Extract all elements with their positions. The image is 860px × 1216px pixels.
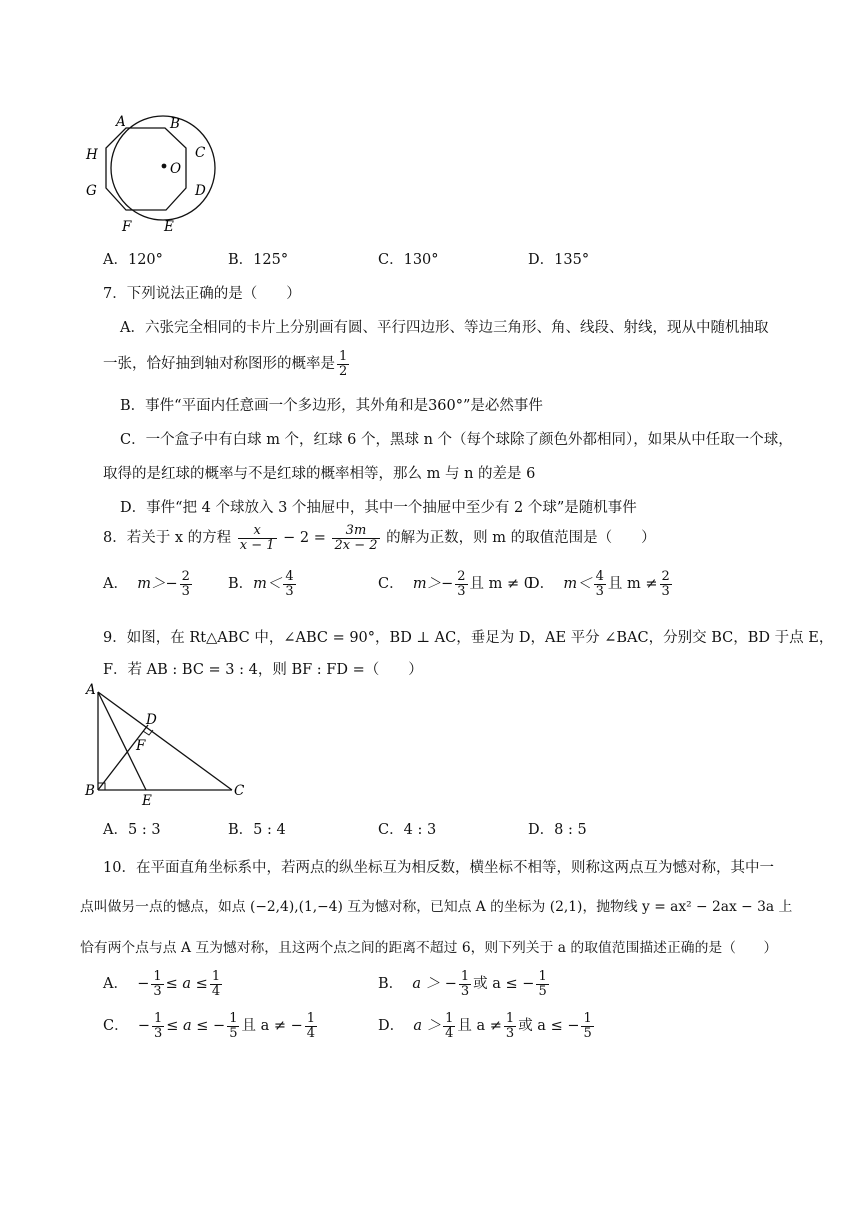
center-point [162,164,167,169]
label-A: A [86,682,96,698]
label-H: H [86,147,98,163]
label-B: B [85,783,95,799]
label-F: F [136,738,146,754]
q10-stem-line3: 恰有两个点与点 A 互为憾对称，且这两个点之间的距离不超过 6，则下列关于 a 的取值范围描述正确的是（ ） [80,940,778,956]
q6-option-c: C．130° [378,252,439,268]
q10-option-b: B． a ＞ − $\frac{1}{3}$ 或 a ≤ − $\frac{1}{5}$ [378,969,547,999]
q6-option-b: B．125° [228,252,289,268]
q8-option-a: A． m＞− $\frac{2}{3}$ [103,569,190,599]
label-C: C [195,145,206,161]
q10-option-c: C． − $\frac{1}{3}$ ≤ a ≤ − $\frac{1}{5}$ 且 a ≠ − $\frac{1}{4}$ [103,1011,316,1041]
q8-option-d: D． m＜ $\frac{4}{3}$ 且 m ≠ $\frac{2}{3}$ [528,569,670,599]
q9-stem-line2: F．若 AB : BC = 3 : 4，则 BF : FD =（ ） [103,662,423,678]
label-F: F [122,219,132,235]
q8-option-b: B．m＜ $\frac{4}{3}$ [228,569,294,599]
q9-option-a: A．5 : 3 [103,822,161,838]
q10-stem-line2: 点叫做另一点的憾点，如点 (−2,4),(1,−4) 互为憾对称，已知点 A 的坐标为 (2,1)，抛物线 y = ax² − 2ax − 3a 上 [80,899,793,915]
label-A: A [116,114,126,130]
q7-option-c-line1: C．一个盒子中有白球 m 个，红球 6 个，黑球 n 个（每个球除了颜色外都相同），如果从中任取一个球， [120,432,793,448]
q8-stem: 8．若关于 x 的方程 $\frac{x}{x - 1}$ − 2 = $\frac{3m}{2x - 2}$ 的解为正数，则 m 的取值范围是（ ） [103,523,656,553]
q6-option-d: D．135° [528,252,590,268]
q9-option-c: C．4 : 3 [378,822,437,838]
q7-option-a-line1: A．六张完全相同的卡片上分别画有圆、平行四边形、等边三角形、角、线段、射线，现从中随机抽取 [120,320,769,336]
q10-option-a: A． − $\frac{1}{3}$ ≤ a ≤ $\frac{1}{4}$ [103,969,221,999]
q6-option-a: A．120° [103,252,163,268]
label-O: O [170,161,182,177]
fraction: $\frac{1}{2}$ [339,349,348,379]
q7-option-b: B．事件“平面内任意画一个多边形，其外角和是360°”是必然事件 [120,398,543,414]
label-E: E [142,793,152,809]
label-D: D [195,183,206,199]
q10-stem-line1: 10．在平面直角坐标系中，若两点的纵坐标互为相反数，横坐标不相等，则称这两点互为憾对称，其中一 [103,860,774,876]
octagon-circle-figure [80,110,230,235]
q7-stem: 7．下列说法正确的是（ ） [103,286,301,302]
q9-option-d: D．8 : 5 [528,822,587,838]
q7-option-c-line2: 取得的是红球的概率与不是红球的概率相等，那么 m 与 n 的差是 6 [103,466,536,482]
triangle-figure [82,680,252,810]
q10-option-d: D． a ＞ $\frac{1}{4}$ 且 a ≠ $\frac{1}{3}$ 或 a ≤ − $\frac{1}{5}$ [378,1011,592,1041]
label-C: C [234,783,245,799]
q9-option-b: B．5 : 4 [228,822,286,838]
q7-option-d: D．事件“把 4 个球放入 3 个抽屉中，其中一个抽屉中至少有 2 个球”是随机事件 [120,500,637,516]
label-D: D [146,712,157,728]
q9-stem-line1: 9．如图，在 Rt△ABC 中，∠ABC = 90°，BD ⊥ AC，垂足为 D，AE 平分 ∠BAC，分别交 BC，BD 于点 E， [103,630,834,646]
label-B: B [170,116,180,132]
label-E: E [164,219,174,235]
label-G: G [86,183,97,199]
q8-option-c: C． m＞− $\frac{2}{3}$ 且 m ≠ 0 [378,569,533,599]
q7-option-a-line2: 一张，恰好抽到轴对称图形的概率是 $\frac{1}{2}$ [103,349,348,379]
